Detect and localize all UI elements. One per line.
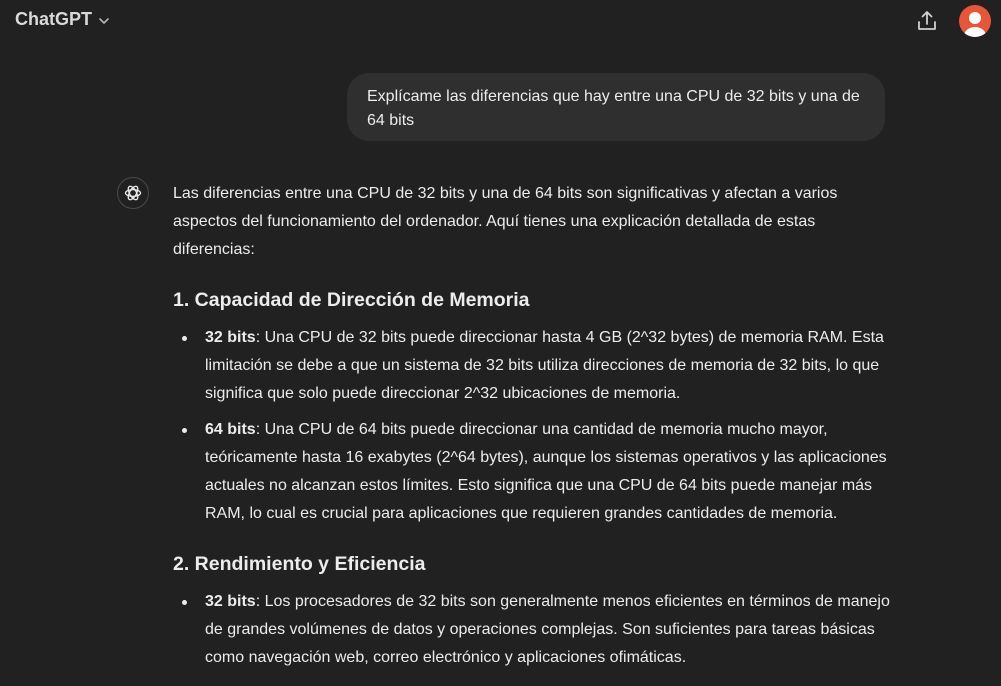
item-text: : Una CPU de 64 bits puede direccionar una cantidad de memoria mucho mayor, teóricamente hasta 16 exabytes (2^64 bytes), aunque los sistemas operativos y las aplicaciones actuales no alcanzan estos límites. Esto significa que una CPU de 64 bits puede manejar más RAM, lo cual es crucial para aplicaciones que requieren grandes cantidades de memoria. [205, 421, 887, 522]
list-item [173, 324, 893, 408]
top-bar [0, 0, 1001, 42]
item-text: : Una CPU de 32 bits puede direccionar hasta 4 GB (2^32 bytes) de memoria RAM. Esta limitación se debe a que un sistema de 32 bits utiliza direcciones de memoria de 32 bits, lo que significa que solo puede direccionar 2^32 ubicaciones de memoria. [205, 329, 884, 402]
item-label: 32 bits [205, 593, 256, 610]
chevron-down-icon [98, 14, 110, 26]
bullet-list [173, 324, 893, 528]
item-label: 32 bits [205, 329, 256, 346]
list-item [173, 416, 893, 528]
list-item [173, 588, 893, 672]
model-selector[interactable] [15, 9, 110, 30]
item-label: 64 bits [205, 421, 256, 438]
assistant-intro: Las diferencias entre una CPU de 32 bits y una de 64 bits son significativas y afectan a varios aspectos del funcionamiento del ordenador. Aquí tienes una explicación detallada de estas diferencias: [173, 185, 838, 258]
model-name: ChatGPT [15, 9, 93, 29]
assistant-message [173, 180, 893, 672]
user-avatar-icon[interactable] [959, 5, 991, 37]
section-heading: 2. Rendimiento y Eficiencia [173, 553, 426, 575]
section-heading: 1. Capacidad de Dirección de Memoria [173, 289, 530, 311]
openai-logo-icon [117, 177, 149, 209]
user-message-bubble: Explícame las diferencias que hay entre una CPU de 32 bits y una de 64 bits [347, 73, 885, 141]
bullet-list [173, 588, 893, 672]
share-upload-icon[interactable] [914, 8, 940, 34]
item-text: : Los procesadores de 32 bits son generalmente menos eficientes en términos de manejo de grandes volúmenes de datos y operaciones complejas. Son suficientes para tareas básicas como navegación web, correo electrónico y aplicaciones ofimáticas. [205, 593, 890, 666]
